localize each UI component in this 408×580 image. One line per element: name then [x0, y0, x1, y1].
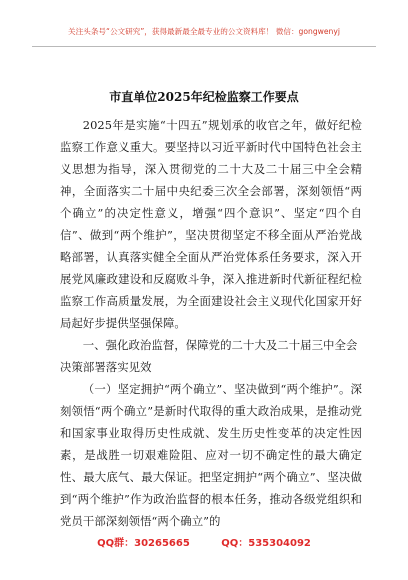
qq-group-number: QQ群：30265665 [97, 538, 190, 549]
section-heading: 一、强化政治监督，保障党的二十大及二十届三中全会决策部署落实见效 [60, 338, 358, 374]
intro-paragraph: 2025年是实施“十四五”规划承的收官之年，做好纪检监察工作意义重大。要坚持以习近平新时代中国特色社会主义思想为指导，深入贯彻党的二十大及二十届三中全会精神，全面落实二十届中央纪委三次全会部署，深刻领悟“两个确立”的决定性意义，增强“四个意识”、坚定“四个自信”、做到“两个维护”，坚决贯彻坚定不移全面从严治党战略部署，认真落实健全全面从严治党体系任务要求，深入开展党风廉政建设和反腐败斗争，深入推进新时代新征程纪检监察工作高质量发展，为全面建设社会主义现代化国家开好局起好步提供坚强保障。 [60, 118, 362, 330]
page-footer [0, 534, 408, 549]
document-body [60, 114, 362, 532]
header-divider [32, 46, 376, 47]
qq-contact-number: QQ：535304092 [221, 538, 311, 549]
subsection-paragraph: （一）坚定拥护“两个确立”、坚决做到“两个维护”。深刻领悟“两个确立”是新时代取得的重大政治成果，是推动党和国家事业取得历史性成就、发生历史性变革的决定性因素，是战胜一切艰难险阻、应对一切不确定性的最大确定性、最大底气、最大保证。把坚定拥护“两个确立”、坚决做到“两个维护”作为政治监督的根本任务，推动各级党组织和党员干部深刻领悟“两个确立”的 [60, 382, 362, 528]
promo-banner-text: 关注头条号“公文研究”，获得最新最全最专业的公文资料库！ 微信：gongwenyj [68, 27, 340, 36]
document-title: 市直单位2025年纪检监察工作要点 [109, 90, 299, 104]
page-header [0, 0, 408, 50]
